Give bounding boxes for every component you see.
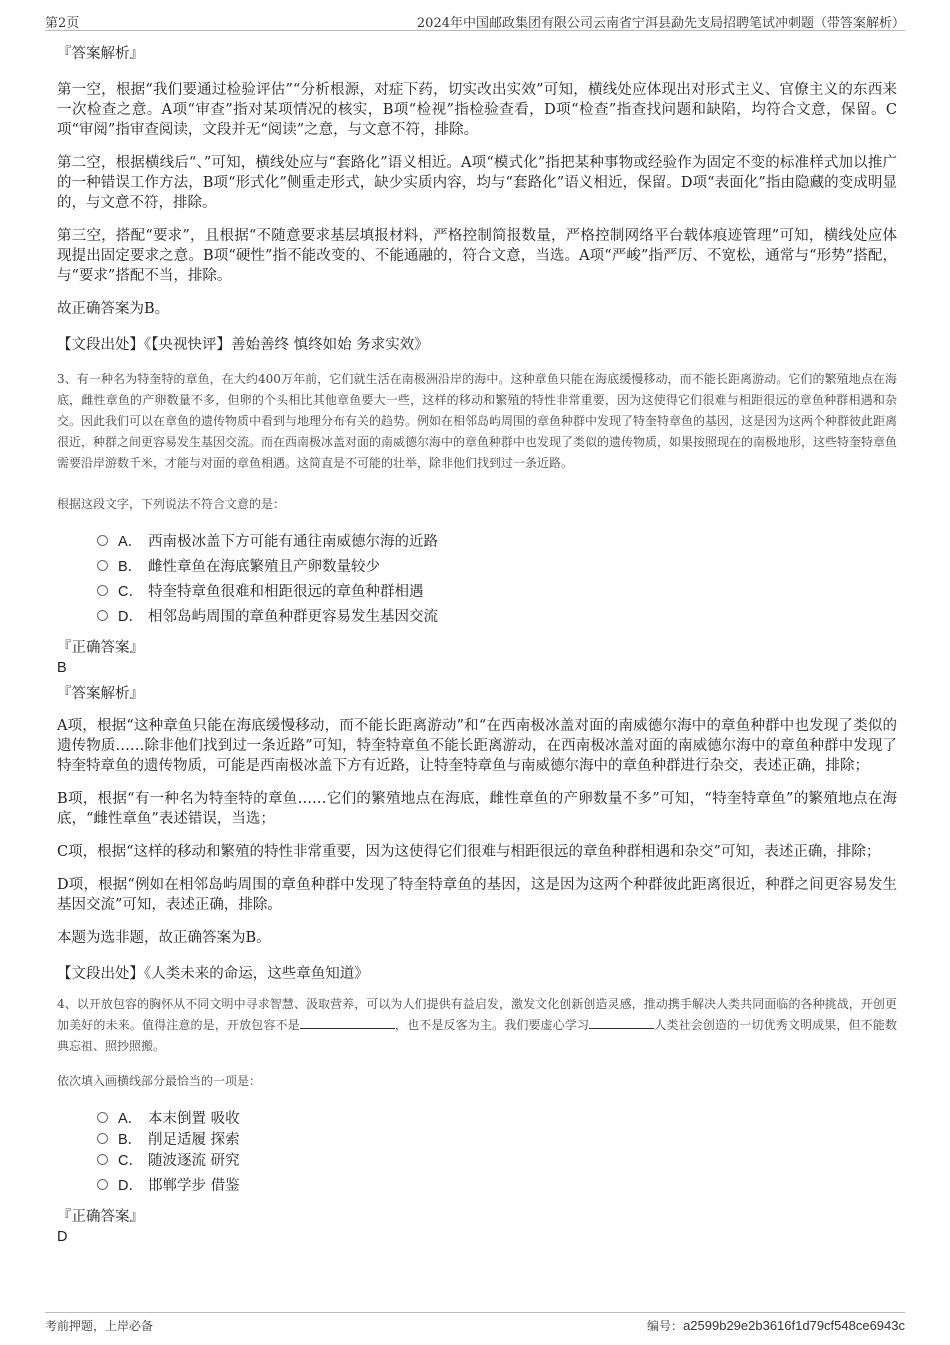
option-b[interactable] — [97, 1130, 897, 1147]
source-citation: 【文段出处】《【央视快评】善始善终 慎终如始 务求实效》 — [57, 337, 429, 353]
document-code — [647, 1317, 905, 1334]
option-letter: C． — [118, 584, 143, 600]
analysis-conclusion: 本题为选非题，故正确答案为B。 — [57, 930, 271, 946]
analysis-paragraph: C项，根据“这样的移动和繁殖的特性非常重要，因为这使得它们很难与相距很远的章鱼种群相遇和杂交”可知，表述正确，排除； — [57, 844, 881, 860]
analysis-paragraph: 第三空，搭配“要求”，且根据“不随意要求基层填报材料，严格控制简报数量，严格控制网络平台载体痕迹管理”可知，横线处应体现提出固定要求之意。B项“硬性”指不能改变的、不能通融的，符合文意，当选。A项“严峻”指严厉、不宽松，通常与“形势”搭配，与“要求”搭配不当，排除。 — [57, 228, 897, 284]
correct-answer-label: 『正确答案』 — [57, 1209, 144, 1225]
question-3-prompt: 根据这段文字，下列说法不符合文意的是： — [57, 497, 286, 511]
analysis-label: 『答案解析』 — [57, 46, 144, 62]
option-letter: A． — [118, 1111, 143, 1127]
analysis-conclusion: 故正确答案为B。 — [57, 301, 170, 317]
question-3-options — [97, 528, 897, 628]
radio-icon[interactable] — [97, 560, 108, 571]
radio-icon[interactable] — [97, 1112, 108, 1123]
option-text: 削足适履 探索 — [148, 1132, 240, 1148]
option-letter: C． — [118, 1153, 143, 1169]
stem-text: ，也不是反客为主。我们要虚心学习 — [394, 1018, 590, 1032]
fill-blank-1 — [300, 1016, 395, 1029]
correct-answer: D — [57, 1229, 68, 1245]
option-text: 特奎特章鱼很难和相距很远的章鱼种群相遇 — [148, 584, 424, 600]
question-4-stem — [57, 994, 897, 1057]
correct-answer: B — [57, 660, 67, 676]
analysis-paragraph: 第一空，根据“我们要通过检验评估”“分析根源，对症下药，切实改出实效”可知，横线处应体现出对形式主义、官僚主义的东西来一次检查之意。A项“审查”指对某项情况的核实，B项“检视”指检验查看，D项“检查”指查找问题和缺陷，均符合文意，保留。C项“审阅”指审查阅读，文段并无“阅读”之意，与文意不符，排除。 — [57, 82, 897, 138]
option-text: 雌性章鱼在海底繁殖且产卵数量较少 — [148, 559, 380, 575]
source-citation: 【文段出处】《人类未来的命运，这些章鱼知道》 — [57, 966, 369, 982]
stem-text: 人类社会创造的一切优秀文明成果，但不能数典忘祖、照抄照搬。 — [57, 1018, 897, 1053]
option-letter: A． — [118, 534, 143, 550]
option-letter: B． — [118, 1132, 143, 1148]
option-text: 邯郸学步 借鉴 — [148, 1178, 240, 1194]
page-header — [45, 10, 905, 31]
radio-icon[interactable] — [97, 1133, 108, 1144]
question-3-stem: 3、有一种名为特奎特的章鱼，在大约400万年前，它们就生活在南极洲沿岸的海中。这种章鱼只能在海底缓慢移动，而不能长距离游动。它们的繁殖地点在海底，雌性章鱼的产卵数量不多，但卵的个头相比其他章鱼要大一些，这样的移动和繁殖的特性非常重要，因为这使得它们很难与相距很远的章鱼种群相遇和杂交。因此我们可以在章鱼的遗传物质中看到与地理分布有关的趋势。例如在相邻岛屿周围的章鱼种群中发现了特奎特章鱼的基因，这是因为这两个种群彼此距离很近，种群之间更容易发生基因交流。而在西南极冰盖对面的南威德尔海中的章鱼种群中也发现了类似的遗传物质，如果按照现在的南极地形，这些特奎特章鱼需要沿岸游数千米，才能与对面的章鱼相遇。这简直是不可能的壮举，除非他们找到过一条近路。 — [57, 372, 898, 470]
option-text: 相邻岛屿周围的章鱼种群更容易发生基因交流 — [148, 609, 438, 625]
question-4-prompt: 依次填入画横线部分最恰当的一项是： — [57, 1074, 262, 1088]
option-b[interactable] — [97, 553, 897, 578]
radio-icon[interactable] — [97, 585, 108, 596]
option-d[interactable] — [97, 603, 897, 628]
page-content — [57, 44, 897, 1253]
option-c[interactable] — [97, 578, 897, 603]
option-text: 本末倒置 吸收 — [148, 1111, 240, 1127]
option-a[interactable] — [97, 528, 897, 553]
radio-icon[interactable] — [97, 535, 108, 546]
option-c[interactable] — [97, 1147, 897, 1172]
correct-answer-label: 『正确答案』 — [57, 640, 144, 656]
stem-text: 4、以开放包容的胸怀从不同文明中寻求智慧、汲取营养，可以为人们提供有益启发，激发文化创新创造灵感，推动携手解决人类共同面临的各种挑战，开创更加美好的未来。值得注意的是，开放包容不是 — [57, 997, 897, 1032]
page-footer — [45, 1312, 905, 1337]
footer-slogan: 考前押题，上岸必备 — [45, 1319, 154, 1333]
fill-blank-2 — [589, 1016, 654, 1029]
option-text: 西南极冰盖下方可能有通往南威德尔海的近路 — [148, 534, 438, 550]
option-text: 随波逐流 研究 — [148, 1153, 240, 1169]
code-value: a2599b29e2b3616f1d79cf548ce6943c — [683, 1318, 905, 1333]
option-d[interactable] — [97, 1172, 897, 1197]
option-a[interactable] — [97, 1105, 897, 1130]
question-4-options — [97, 1105, 897, 1197]
radio-icon[interactable] — [97, 1154, 108, 1165]
analysis-label: 『答案解析』 — [57, 686, 144, 702]
option-letter: D． — [118, 609, 143, 625]
radio-icon[interactable] — [97, 610, 108, 621]
option-letter: B． — [118, 559, 143, 575]
analysis-paragraph: A项，根据“这种章鱼只能在海底缓慢移动，而不能长距离游动”和“在西南极冰盖对面的南威德尔海中的章鱼种群中也发现了类似的遗传物质……除非他们找到过一条近路”可知，特奎特章鱼不能长距离游动，在西南极冰盖对面的南威德尔海中的章鱼种群中发现了特奎特章鱼的遗传物质，可能是西南极冰盖下方有近路，让特奎特章鱼与南威德尔海中的章鱼种群进行杂交，表述正确，排除； — [57, 718, 897, 774]
code-label: 编号： — [647, 1319, 684, 1333]
radio-icon[interactable] — [97, 1179, 108, 1190]
analysis-paragraph: B项，根据“有一种名为特奎特的章鱼……它们的繁殖地点在海底，雌性章鱼的产卵数量不多”可知，“特奎特章鱼”的繁殖地点在海底，“雌性章鱼”表述错误，当选； — [57, 791, 897, 827]
analysis-paragraph: 第二空，根据横线后“、”可知，横线处应与“套路化”语义相近。A项“模式化”指把某种事物或经验作为固定不变的标准样式加以推广的一种错误工作方法，B项“形式化”侧重走形式，缺少实质内容，均与“套路化”语义相近，保留。D项“表面化”指由隐藏的变成明显的，与文意不符，排除。 — [57, 155, 897, 211]
document-title: 2024年中国邮政集团有限公司云南省宁洱县勐先支局招聘笔试冲刺题（带答案解析） — [416, 16, 905, 31]
analysis-paragraph: D项，根据“例如在相邻岛屿周围的章鱼种群中发现了特奎特章鱼的基因，这是因为这两个种群彼此距离很近，种群之间更容易发生基因交流”可知，表述正确，排除。 — [57, 877, 897, 913]
page-number: 第2页 — [45, 16, 80, 31]
option-letter: D． — [118, 1178, 143, 1194]
